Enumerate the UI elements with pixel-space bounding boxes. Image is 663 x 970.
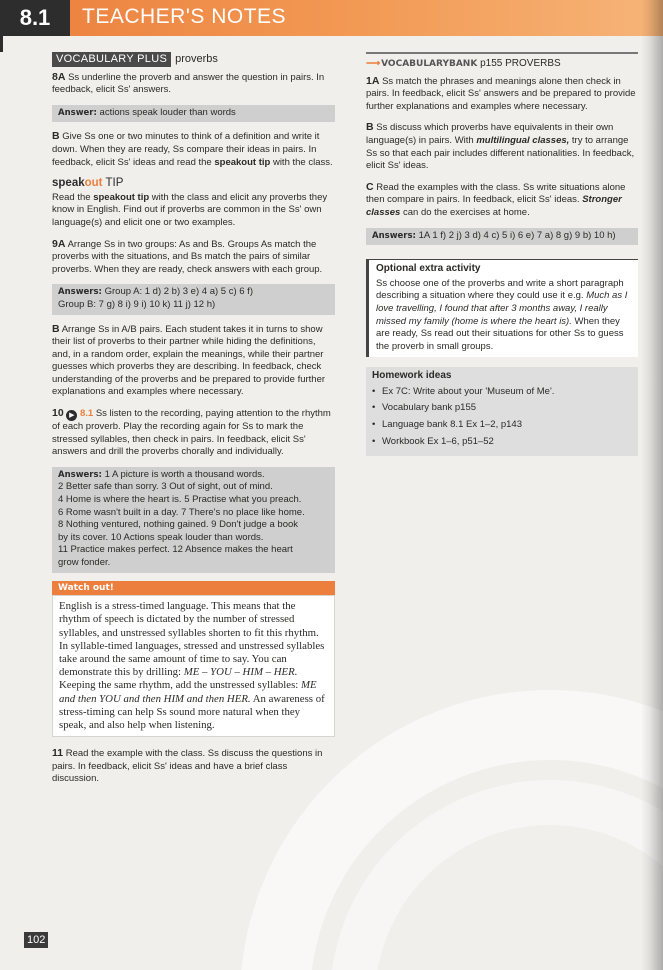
speakout-tip-text (52, 192, 335, 230)
right-column (366, 52, 638, 456)
answer-line: 11 Practice makes perfect. 12 Absence makes the heart (58, 544, 293, 556)
answer-label: Answers: (372, 230, 416, 241)
optional-activity-text: Ss choose one of the proverbs and write a short paragraph describing a situation where they could use it e.g. (376, 277, 624, 302)
exercise-text: try to arrange Ss so that each pair includes different nationalities. In feedback, elicit Ss' ideas. (366, 134, 635, 172)
watch-out-drill: ME and then YOU and then HIM and then HER. (59, 679, 317, 705)
watch-out-text: An awareness of stress-timing can help Ss sound more natural when they speak, and also help when listening. (59, 692, 325, 732)
exercise-text: Ss match the phrases and meanings alone then check in pairs. In feedback, elicit Ss' answers and be prepared to provide further explanations and examples where necessary. (366, 75, 636, 112)
answer-box-vb (366, 228, 638, 246)
exercise-11 (52, 747, 335, 786)
exercise-text: Ss underline the proverb and answer the question in pairs. In feedback, elicit Ss' answers. (52, 71, 325, 96)
exercise-number: B (52, 322, 60, 335)
vocabulary-bank-section (366, 52, 638, 245)
exercise-text: can do the exercises at home. (402, 206, 530, 218)
watch-out-box (52, 581, 335, 738)
list-item: • Ex 7C: Write about your 'Museum of Me'. (372, 386, 632, 399)
exercise-text: Ss discuss which proverbs have equivalents in their own language(s) in pairs. With (366, 122, 614, 146)
watch-out-text: English is a stress-timed language. This means that the rhythm of speech is dictated by the number of stressed syllables, and unstressed syllables shorten to fit this rhythm. In syllable-timed languages, stressed and unstressed syllables take around the same amount of time to say. You can demonstrate this by drilling: (59, 600, 325, 679)
answer-line: 4 Home is where the heart is. 5 Practise what you preach. (58, 494, 302, 506)
vocab-plus-title: proverbs (175, 53, 218, 65)
list-item: • Language bank 8.1 Ex 1–2, p143 (372, 419, 632, 432)
vocabulary-bank-heading (366, 58, 638, 71)
exercise-text: with the class. (272, 156, 333, 168)
audio-track-number: 8.1 (79, 408, 94, 420)
vocabulary-bank-label: VOCABULARYBANK (381, 59, 478, 69)
answer-line: 1 A picture is worth a thousand words. (104, 468, 265, 480)
answer-text: actions speak louder than words (99, 106, 236, 118)
exercise-text: Arrange Ss in two groups: As and Bs. Groups As match the proverbs with the situations, and Bs match the pairs of similar proverbs. When they are ready, check answers with each group. (52, 238, 323, 275)
optional-activity-box (366, 259, 638, 357)
vocabulary-bank-ref: p155 PROVERBS (480, 58, 561, 69)
page-number: 102 (24, 932, 48, 948)
exercise-italic-text: multilingual classes, (476, 134, 570, 146)
exercise-8a (52, 71, 335, 97)
audio-play-icon: ▶ (66, 410, 77, 421)
exercise-italic-text: Stronger classes (366, 194, 622, 218)
exercise-number: 11 (52, 747, 64, 760)
exercise-number: B (366, 121, 374, 134)
exercise-number: C (366, 180, 374, 193)
tip-text: with the class and elicit any proverbs they know in English. Find out if proverbs are common in the Ss' own language(s) and elicit one or two examples. (52, 191, 328, 228)
answer-line: grow fonder. (58, 557, 111, 568)
exercise-number: 10 (52, 407, 64, 420)
answer-line: 8 Nothing ventured, nothing gained. 9 Don't judge a book (58, 519, 299, 531)
answer-text: Group B: 7 g) 8 i) 9 i) 10 k) 11 j) 12 h) (58, 298, 216, 310)
page-header (0, 0, 663, 36)
exercise-bold-text: speakout tip (214, 156, 271, 168)
book-spine-shadow (641, 0, 663, 970)
vocab-plus-heading (52, 52, 335, 67)
exercise-number: B (52, 130, 60, 143)
tip-label: TIP (105, 177, 124, 190)
exercise-9a (52, 238, 335, 277)
exercise-9b (52, 323, 335, 400)
watch-out-title: Watch out! (52, 581, 335, 596)
answer-box-10 (52, 467, 335, 573)
watch-out-drill: ME – YOU – HIM – HER. (183, 666, 298, 679)
vb-exercise-1a (366, 75, 638, 114)
exercise-number: 9A (52, 237, 66, 250)
answer-box-9a (52, 284, 335, 314)
list-item: • Vocabulary bank p155 (372, 402, 632, 415)
answer-line: 2 Better safe than sorry. 3 Out of sight, out of mind. (58, 481, 273, 493)
optional-activity-title: Optional extra activity (376, 263, 481, 275)
answer-label: Answer: (58, 107, 97, 118)
exercise-text: Read the example with the class. Ss discuss the questions in pairs. In feedback, elicit Ss' ideas and have a brief class discussion. (52, 748, 323, 785)
exercise-text: Ss listen to the recording, paying attention to the rhythm of each proverb. Play the recording again for Ss to mark the stressed syllables, then check in pairs. In feedback, elicit Ss' answers and drill the proverbs chorally and individually. (52, 408, 331, 458)
watch-out-text: Keeping the same rhythm, add the unstressed syllables: (59, 679, 299, 692)
unit-number: 8.1 (0, 0, 70, 36)
homework-title: Homework ideas (372, 370, 452, 382)
vb-exercise-c (366, 181, 638, 220)
answer-text: Group A: 1 d) 2 b) 3 e) 4 a) 5 c) 6 f) (104, 286, 253, 298)
tip-bold-text: speakout tip (93, 191, 150, 203)
exercise-text: Read the examples with the class. Ss write situations alone then compare in pairs. In feedback, elicit Ss' ideas. (366, 181, 626, 206)
page-title: TEACHER'S NOTES (82, 5, 287, 28)
exercise-text: Give Ss one or two minutes to think of a definition and write it down. When they are ready, Ss compare their ideas in pairs. In feedback, elicit Ss' ideas and read the (52, 131, 320, 168)
homework-list (372, 386, 632, 448)
speakout-logo-speak: speak (52, 177, 85, 190)
answer-line: 6 Rome wasn't built in a day. 7 There's no place like home. (58, 506, 305, 518)
list-item: • Workbook Ex 1–6, p51–52 (372, 436, 632, 449)
exercise-8b (52, 130, 335, 169)
answer-label: Answers: (58, 469, 102, 480)
answer-box-8a (52, 105, 335, 123)
speakout-logo-out: out (84, 177, 103, 190)
answer-line: by its cover. 10 Actions speak louder than words. (58, 531, 264, 543)
answer-text: 1A 1 f) 2 j) 3 d) 4 c) 5 i) 6 e) 7 a) 8 g) 9 b) 10 h) (418, 229, 616, 241)
exercise-10 (52, 407, 335, 459)
vb-exercise-b (366, 121, 638, 172)
exercise-text: Arrange Ss in A/B pairs. Each student takes it in turns to show their list of proverbs to their partner while hiding the definitions, and, in a random order, explain the meanings, while their partner guesses which proverbs they are describing. In feedback, check understanding of the proverbs and be prepared to provide further explanations and examples where necessary. (52, 323, 326, 398)
speakout-tip-heading (52, 177, 335, 190)
homework-box (366, 367, 638, 456)
edge-mark (0, 36, 3, 52)
exercise-number: 1A (366, 74, 380, 87)
optional-activity-text: When they are ready, Ss read out their situations for other Ss to guess the proverb in small groups. (376, 315, 624, 352)
answer-label: Answers: (58, 287, 102, 298)
exercise-number: 8A (52, 70, 66, 83)
left-column (52, 52, 335, 794)
optional-activity-example: Much as I love travelling, I found that after 3 months away, I really missed my family (home is where the heart is). (376, 290, 628, 327)
arrow-icon: ⟶ (366, 58, 379, 69)
vocab-plus-badge: VOCABULARY PLUS (52, 52, 171, 67)
tip-text: Read the (52, 191, 91, 203)
watch-out-body (52, 595, 335, 737)
